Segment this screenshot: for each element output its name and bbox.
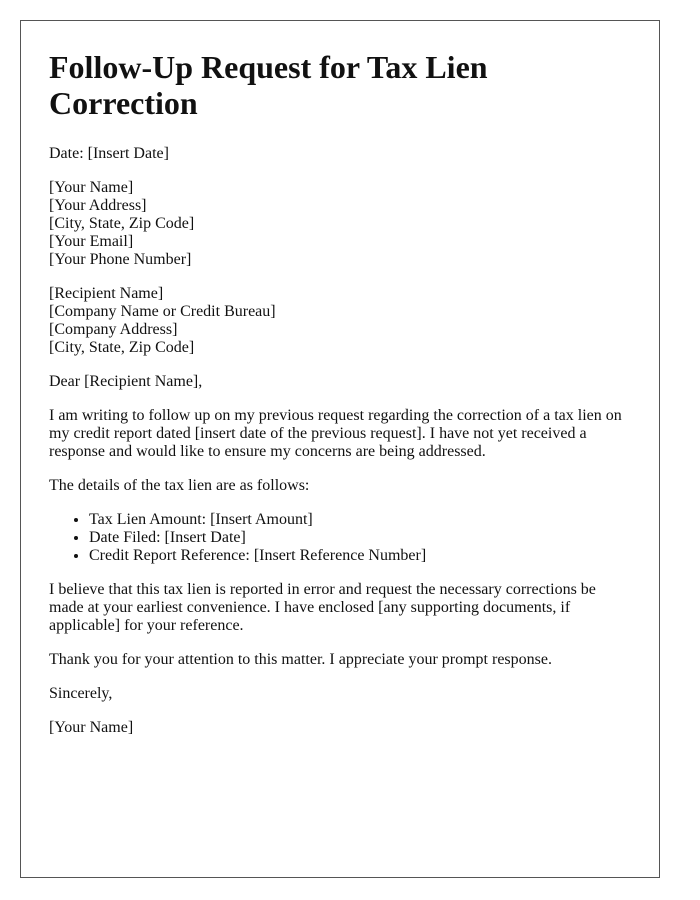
body-paragraph-3: Thank you for your attention to this matter. I appreciate your prompt response. bbox=[49, 651, 552, 668]
details-list bbox=[49, 511, 631, 565]
closing: Sincerely, bbox=[49, 685, 113, 702]
recipient-company: [Company Name or Credit Bureau] bbox=[49, 303, 276, 320]
sender-block bbox=[49, 179, 631, 269]
detail-item-reference: • Credit Report Reference: [Insert Reference Number] bbox=[89, 547, 631, 565]
letter-title: Follow-Up Request for Tax Lien Correction bbox=[49, 49, 488, 121]
salutation: Dear [Recipient Name], bbox=[49, 373, 203, 390]
sender-phone: [Your Phone Number] bbox=[49, 251, 192, 268]
sender-city-state-zip: [City, State, Zip Code] bbox=[49, 215, 195, 232]
recipient-block bbox=[49, 285, 631, 357]
recipient-name: [Recipient Name] bbox=[49, 285, 164, 302]
sender-address: [Your Address] bbox=[49, 197, 147, 214]
sender-name: [Your Name] bbox=[49, 179, 134, 196]
date-line: Date: [Insert Date] bbox=[49, 145, 169, 162]
sender-email: [Your Email] bbox=[49, 233, 134, 250]
detail-item-amount: • Tax Lien Amount: [Insert Amount] bbox=[89, 511, 631, 529]
letter-page bbox=[20, 20, 660, 878]
details-intro: The details of the tax lien are as follows: bbox=[49, 477, 310, 494]
body-paragraph-2: I believe that this tax lien is reported in error and request the necessary corrections be made at your earliest convenience. I have enclosed [any supporting documents, if applicable] for your reference. bbox=[49, 581, 596, 634]
signature: [Your Name] bbox=[49, 719, 134, 736]
body-paragraph-1: I am writing to follow up on my previous request regarding the correction of a tax lien on my credit report dated [insert date of the previous request]. I have not yet received a response and would like to ensure my concerns are being addressed. bbox=[49, 407, 622, 460]
recipient-city-state-zip: [City, State, Zip Code] bbox=[49, 339, 195, 356]
recipient-address: [Company Address] bbox=[49, 321, 178, 338]
detail-item-date-filed: • Date Filed: [Insert Date] bbox=[89, 529, 631, 547]
